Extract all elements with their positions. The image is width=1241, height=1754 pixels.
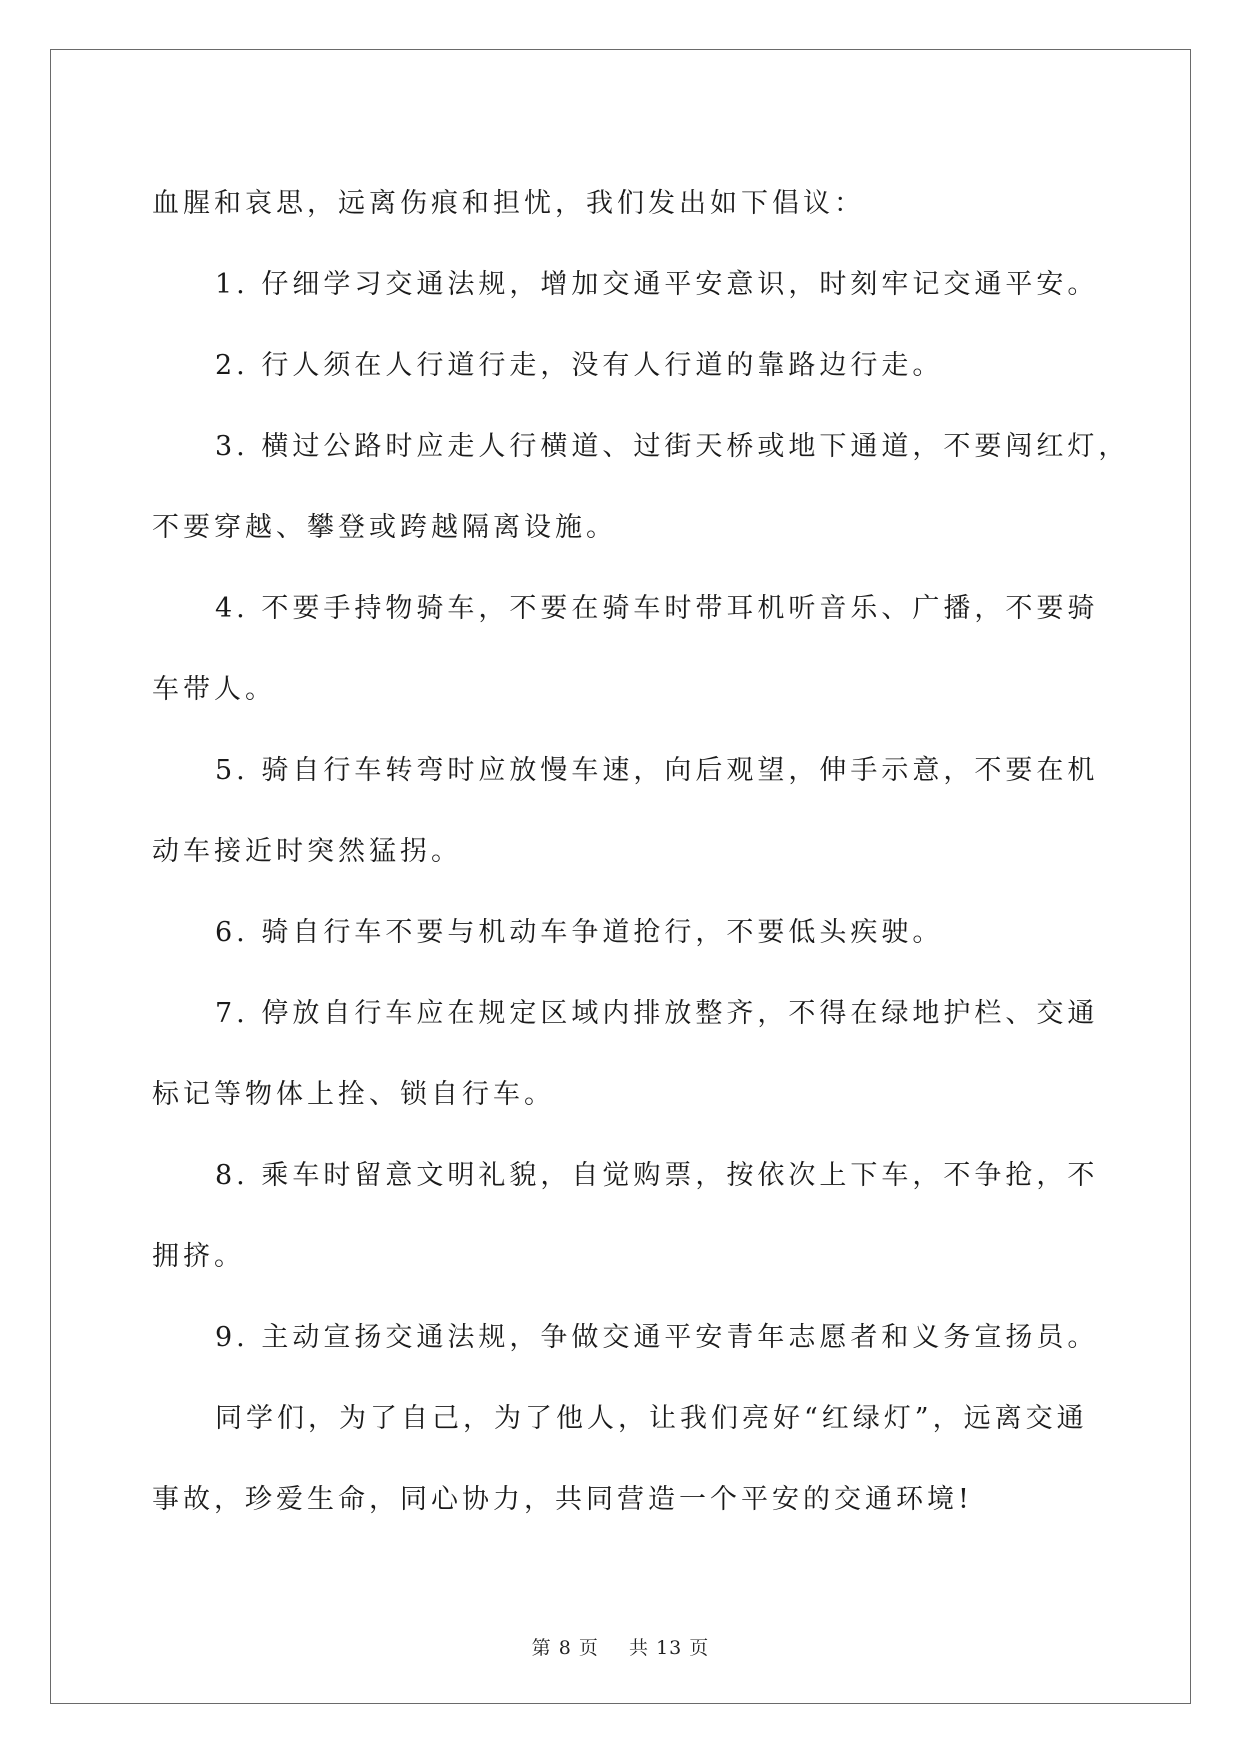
page-number: 第 8 页 (531, 1637, 599, 1659)
paragraph-flow (152, 163, 1130, 1540)
text-line: 9. 主动宣扬交通法规，争做交通平安青年志愿者和义务宣扬员。 (215, 1322, 1099, 1353)
page-footer (0, 1633, 1241, 1660)
text-line: 不要穿越、攀登或跨越隔离设施。 (152, 512, 617, 543)
text-line: 7. 停放自行车应在规定区域内排放整齐，不得在绿地护栏、交通 (215, 998, 1099, 1029)
text-line: 2. 行人须在人行道行走，没有人行道的靠路边行走。 (215, 350, 944, 381)
text-line: 1. 仔细学习交通法规，增加交通平安意识，时刻牢记交通平安。 (215, 269, 1099, 300)
text-line: 拥挤。 (152, 1241, 245, 1272)
text-line: 血腥和哀思，远离伤痕和担忧，我们发出如下倡议： (152, 188, 865, 219)
text-line: 6. 骑自行车不要与机动车争道抢行，不要低头疾驶。 (215, 917, 944, 948)
text-line: 5. 骑自行车转弯时应放慢车速，向后观望，伸手示意，不要在机 (215, 755, 1099, 786)
text-line: 3. 横过公路时应走人行横道、过街天桥或地下通道，不要闯红灯， (215, 431, 1130, 462)
text-line: 标记等物体上拴、锁自行车。 (152, 1079, 555, 1110)
text-line: 车带人。 (152, 674, 276, 705)
text-line: 8. 乘车时留意文明礼貌，自觉购票，按依次上下车，不争抢，不 (215, 1160, 1099, 1191)
page-total: 共 13 页 (629, 1637, 710, 1659)
text-line: 事故，珍爱生命，同心协力，共同营造一个平安的交通环境! (152, 1484, 973, 1515)
text-line: 同学们，为了自己，为了他人，让我们亮好“红绿灯”，远离交通 (215, 1403, 1088, 1434)
text-line: 4. 不要手持物骑车，不要在骑车时带耳机听音乐、广播，不要骑 (215, 593, 1099, 624)
text-line: 动车接近时突然猛拐。 (152, 836, 462, 867)
